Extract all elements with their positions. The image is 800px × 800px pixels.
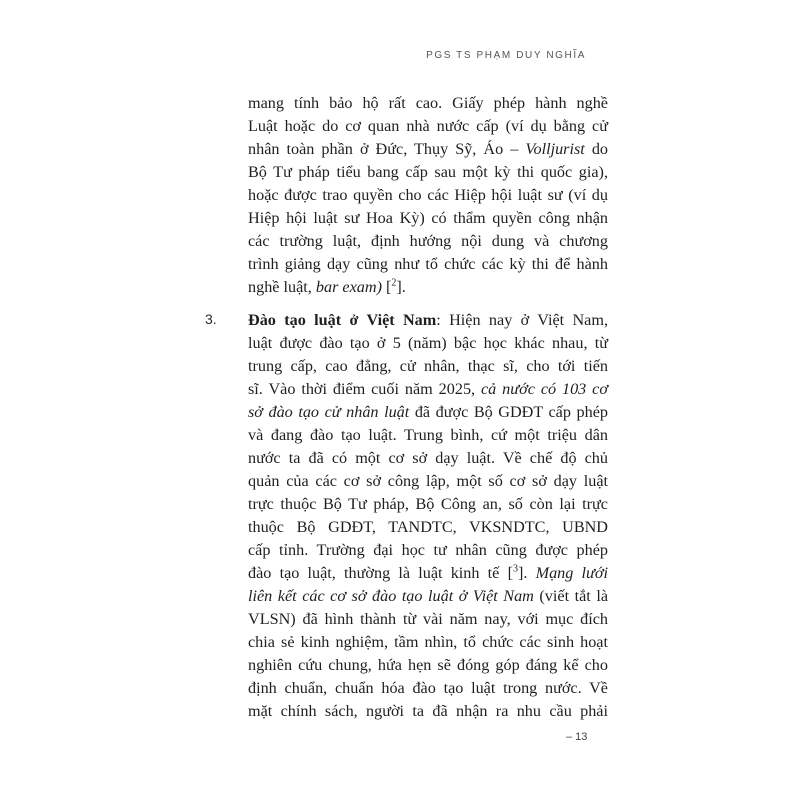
- footnote-ref[interactable]: 2: [391, 277, 397, 289]
- text-line: trình giảng dạy cũng như tổ chức các kỳ thi để hành: [248, 255, 608, 273]
- section-title: Đào tạo luật ở Việt Nam: [248, 311, 437, 329]
- text-line: cấp tỉnh. Trường đại học tư nhân cũng được phép: [248, 541, 608, 559]
- footnote-ref[interactable]: 3: [512, 563, 518, 575]
- page-number: – 13: [566, 731, 588, 743]
- text-line: Hiệp hội luật sư Hoa Kỳ) có thẩm quyền công nhận: [248, 209, 608, 227]
- text-line: mang tính bảo hộ rất cao. Giấy phép hành nghề: [248, 94, 608, 112]
- text-line: Bộ Tư pháp tiểu bang cấp sau một kỳ thi quốc gia),: [248, 163, 608, 181]
- italic-phrase: liên kết các cơ sở đào tạo luật ở Việt Nam: [248, 587, 534, 605]
- list-item-paragraph: [248, 309, 608, 723]
- text-line: sở đào tạo cử nhân luật đã được Bộ GDĐT cấp phép: [248, 403, 608, 421]
- paragraph-continued: [248, 92, 608, 299]
- text-line: nghiên cứu chung, hứa hẹn sẽ đóng góp đáng kể cho: [248, 656, 608, 674]
- text-line: nhân toàn phần ở Đức, Thụy Sỹ, Áo – Volljurist do: [248, 140, 608, 158]
- text-line: liên kết các cơ sở đào tạo luật ở Việt Nam (viết tắt là: [248, 587, 609, 605]
- text-line: trung cấp, cao đẳng, cử nhân, thạc sĩ, cho tới tiến: [248, 357, 608, 375]
- text-line: hoặc được trao quyền cho các Hiệp hội luật sư (ví dụ: [248, 186, 608, 204]
- italic-phrase: Mạng lưới: [535, 564, 609, 582]
- text-line: nghề luật, bar exam) [$^2$].: [248, 277, 406, 296]
- italic-phrase: cả nước có 103 cơ: [481, 380, 608, 398]
- running-header: PGS TS PHẠM DUY NGHĨA: [426, 50, 586, 61]
- text-line: chia sẻ kinh nghiệm, tầm nhìn, tổ chức các sinh hoạt: [248, 633, 608, 651]
- italic-term: bar exam): [315, 278, 382, 296]
- text-line: thuộc Bộ GDĐT, TANDTC, VKSNDTC, UBND: [248, 518, 608, 536]
- text-line: luật được đào tạo ở 5 (năm) bậc học khác nhau, từ: [248, 334, 608, 352]
- text-line: đào tạo luật, thường là luật kinh tế [$^3$]. Mạng lưới: [248, 563, 609, 582]
- list-item-number: 3.: [205, 311, 217, 327]
- text-line: Đào tạo luật ở Việt Nam: Hiện nay ở Việt Nam,: [248, 311, 608, 329]
- text-line: mặt chính sách, người ta đã nhận ra nhu cầu phải: [248, 702, 608, 720]
- text-line: các trường luật, định hướng nội dung và chương: [248, 232, 608, 250]
- text-line: VLSN) đã hình thành từ vài năm nay, với mục đích: [248, 610, 608, 628]
- text-line: sĩ. Vào thời điểm cuối năm 2025, cả nước có 103 cơ: [248, 380, 608, 398]
- text-line: và đang đào tạo luật. Trung bình, cứ một triệu dân: [248, 426, 608, 444]
- text-line: nước ta đã có một cơ sở dạy luật. Về chế độ chủ: [248, 449, 608, 467]
- text-line: định chuẩn, chuẩn hóa đào tạo luật trong nước. Về: [248, 679, 608, 697]
- italic-phrase: sở đào tạo cử nhân luật: [248, 403, 410, 421]
- text-line: trực thuộc Bộ Tư pháp, Bộ Công an, số còn lại trực: [248, 495, 608, 513]
- italic-term: Volljurist: [525, 140, 585, 158]
- text-line: quản của các cơ sở công lập, một số cơ sở dạy luật: [248, 472, 608, 490]
- text-line: Luật hoặc do cơ quan nhà nước cấp (ví dụ bằng cử: [248, 117, 608, 135]
